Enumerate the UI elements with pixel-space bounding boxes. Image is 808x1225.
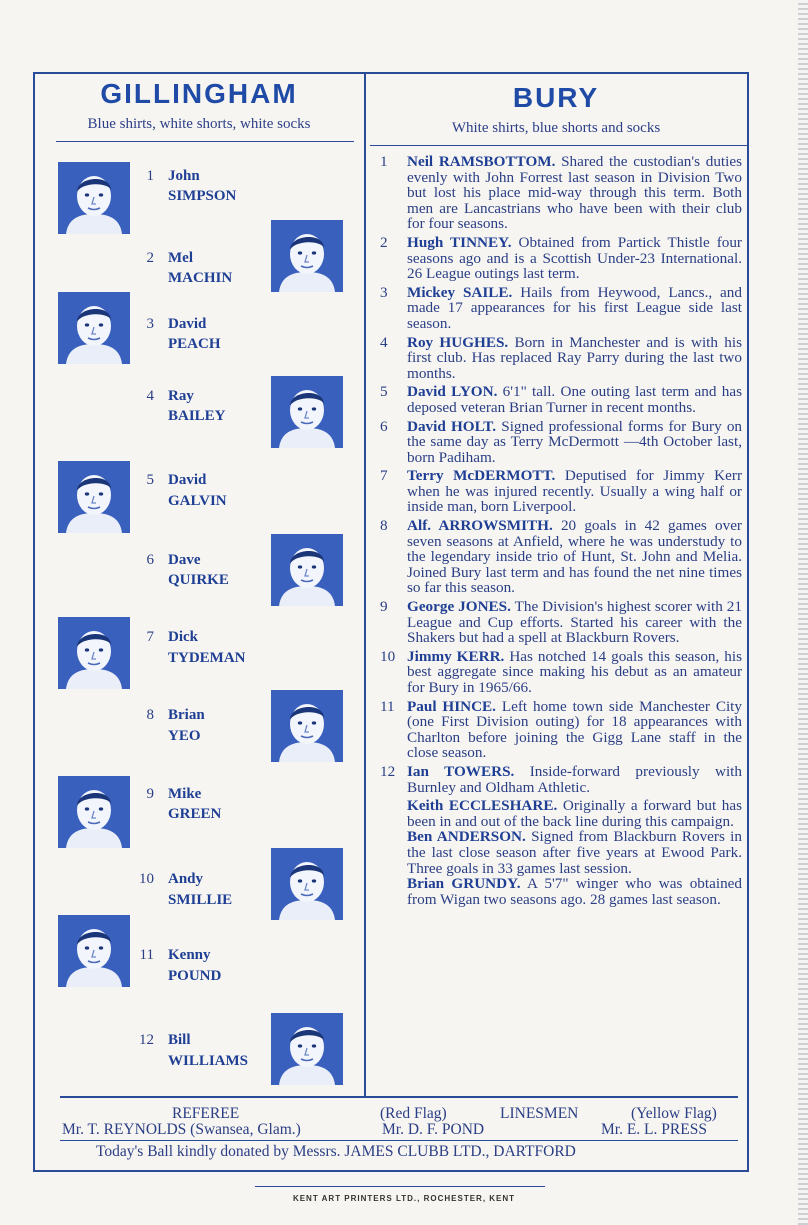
gillingham-title: GILLINGHAM (100, 78, 298, 109)
player-number: 6 (380, 417, 388, 435)
player-photo (271, 220, 343, 292)
player-number: 1 (380, 153, 388, 170)
player-description: Originally a forward but has been in and out of the back line during this campaign. (407, 797, 742, 830)
player-first-name: Brian (168, 707, 205, 723)
player-description: A 5'7" winger who was obtained from Wigan two seasons ago. 28 games last season. (407, 875, 742, 908)
player-first-name: Ray (168, 388, 194, 404)
player-description: Deputised for Jimmy Kerr when he was injured recently. Usually a wing half or inside man, born Liverpool. (407, 467, 743, 516)
player-name: David LYON. (407, 383, 498, 401)
player-surname: QUIRKE (168, 572, 229, 588)
referee-name: Mr. T. REYNOLDS (Swansea, Glam.) (62, 1121, 301, 1138)
bury-rule (370, 145, 748, 146)
player-surname: POUND (168, 968, 222, 984)
player-photo (271, 1013, 343, 1085)
player-description: Born in Manchester and is with his first club. Has replaced Ray Parry during the last two months. (407, 333, 742, 382)
footer-mid-rule (60, 1140, 738, 1141)
player-portrait-icon (58, 292, 130, 364)
player-first-name: John (168, 168, 200, 184)
bury-player-entry (380, 699, 742, 761)
player-photo (58, 461, 130, 533)
player-name: George JONES. (407, 598, 511, 616)
player-number: 7 (146, 629, 154, 645)
player-first-name: Kenny (168, 947, 211, 963)
yellow-flag-label: (Yellow Flag) (631, 1105, 717, 1122)
player-surname: GALVIN (168, 493, 227, 509)
player-number: 12 (380, 762, 396, 780)
printer-rule (255, 1186, 545, 1187)
player-number: 11 (380, 697, 395, 715)
linesman-two: Mr. E. L. PRESS (601, 1121, 707, 1138)
player-first-name: Mike (168, 786, 202, 802)
player-number: 2 (146, 250, 154, 266)
player-surname: WILLIAMS (168, 1053, 249, 1069)
linesman-one: Mr. D. F. POND (382, 1121, 485, 1138)
bury-player-entry (380, 335, 742, 382)
player-portrait-icon (271, 534, 343, 606)
player-first-name: Dave (168, 552, 201, 568)
player-surname: BAILEY (168, 408, 226, 424)
player-description: The Division's highest scorer with 21 League and Cup efforts. Started his career with the Shakers but had a spell at Blackburn Rovers. (407, 598, 742, 647)
bury-player-entry (380, 649, 742, 696)
player-photo (58, 776, 130, 848)
player-name: Terry McDERMOTT. (407, 467, 556, 485)
player-number: 10 (380, 647, 396, 665)
player-description: Shared the custodian's duties evenly with John Forrest last season in Division Two but lost his place mid-way through this term. Both men are Lancastrians who have been with their club for four seasons. (407, 153, 743, 233)
bury-player-entry (380, 419, 742, 466)
player-description: Obtained from Partick Thistle four seasons ago and is a Scottish Under-23 International. 26 League outings last term. (407, 233, 742, 283)
player-name: Alf. ARROWSMITH. (407, 517, 553, 535)
player-number: 6 (146, 552, 154, 568)
player-number: 9 (146, 786, 154, 802)
player-number: 3 (146, 316, 154, 332)
bury-player-entry (380, 235, 742, 282)
player-portrait-icon (58, 915, 130, 987)
player-number: 8 (146, 707, 154, 723)
ball-donation-note: Today's Ball kindly donated by Messrs. JAMES CLUBB LTD., DARTFORD (96, 1143, 576, 1160)
player-photo (58, 617, 130, 689)
player-photo (58, 915, 130, 987)
player-description: Signed professional forms for Bury on the same day as Terry McDermott —4th October last, born Padiham. (407, 417, 743, 466)
gillingham-rule (56, 141, 354, 142)
player-number: 4 (146, 388, 154, 404)
player-first-name: Dick (168, 629, 198, 645)
player-number: 11 (139, 947, 154, 963)
gillingham-kit: Blue shirts, white shorts, white socks (87, 116, 311, 132)
player-first-name: David (168, 316, 207, 332)
player-name: Roy HUGHES. (407, 333, 509, 351)
player-portrait-icon (58, 461, 130, 533)
player-description: Signed from Blackburn Rovers in the last close season after five years at Ewood Park. Three goals in 33 games last session. (407, 828, 742, 877)
player-name: Keith ECCLESHARE. (407, 797, 558, 815)
player-surname: SIMPSON (168, 188, 237, 204)
column-divider (364, 72, 366, 1096)
bury-kit: White shirts, blue shorts and socks (451, 120, 661, 136)
player-portrait-icon (58, 162, 130, 234)
player-surname: PEACH (168, 336, 221, 352)
player-surname: MACHIN (168, 270, 233, 286)
bury-player-entry (380, 154, 742, 232)
red-flag-label: (Red Flag) (380, 1105, 447, 1122)
player-name: Ian TOWERS. (407, 762, 515, 780)
player-description: Left home town side Manchester City (one First Division outing) for 18 appearances with Charlton before joining the Gigg Lane staff in the close season. (407, 697, 743, 762)
player-first-name: Bill (168, 1032, 191, 1048)
player-number: 5 (380, 383, 388, 401)
printer-credit: KENT ART PRINTERS LTD., ROCHESTER, KENT (292, 1194, 516, 1203)
player-surname: GREEN (168, 806, 222, 822)
player-number: 5 (146, 472, 154, 488)
player-number: 12 (139, 1032, 154, 1048)
player-name: Mickey SAILE. (407, 283, 513, 301)
player-portrait-icon (58, 776, 130, 848)
player-number: 3 (380, 283, 388, 301)
linesmen-label: LINESMEN (500, 1105, 579, 1122)
player-number: 2 (380, 233, 388, 251)
player-number: 9 (380, 598, 388, 616)
player-name: Neil RAMSBOTTOM. (407, 153, 556, 170)
player-photo (58, 162, 130, 234)
player-name: Paul HINCE. (407, 697, 496, 715)
player-first-name: Mel (168, 250, 193, 266)
player-portrait-icon (271, 848, 343, 920)
player-number: 10 (139, 871, 154, 887)
bury-player-entry (380, 468, 742, 515)
footer-top-rule (60, 1096, 738, 1098)
bury-player-entry (380, 764, 742, 795)
player-name: Brian GRUNDY. (407, 875, 521, 893)
player-portrait-icon (271, 220, 343, 292)
bury-player-entry (380, 384, 742, 415)
player-photo (271, 690, 343, 762)
referee-label: REFEREE (172, 1105, 240, 1122)
bury-player-entry (380, 518, 742, 596)
player-photo (271, 534, 343, 606)
player-description: Has notched 14 goals this season, his best aggregate since making his debut as an amateur for Bury in 1965/66. (407, 647, 743, 696)
player-name: Jimmy KERR. (407, 647, 505, 665)
player-description: Hails from Heywood, Lancs., and made 17 appearances for his first League side last season. (407, 283, 742, 332)
bury-squad-list (380, 154, 742, 907)
bury-player-entry (380, 599, 742, 646)
player-number: 8 (380, 517, 388, 535)
page-edge (798, 0, 808, 1225)
player-number: 7 (380, 467, 388, 485)
player-surname: YEO (168, 728, 201, 744)
player-portrait-icon (271, 1013, 343, 1085)
player-surname: SMILLIE (168, 892, 233, 908)
player-number: 1 (146, 168, 154, 184)
player-name: Ben ANDERSON. (407, 828, 526, 846)
player-photo (58, 292, 130, 364)
player-portrait-icon (271, 690, 343, 762)
bury-player-entry (380, 829, 742, 876)
bury-player-entry (380, 798, 742, 829)
player-name: Hugh TINNEY. (407, 233, 512, 251)
player-description: 20 goals in 42 games over seven seasons at Anfield, where he was understudy to the legendary inside trio of Hunt, St. John and Melia. Joined Bury last term and has found the net nine times so far this season. (407, 517, 742, 597)
player-description: Inside-forward previously with Burnley and Oldham Athletic. (407, 762, 742, 796)
bury-title: BURY (512, 82, 600, 113)
player-photo (271, 848, 343, 920)
player-portrait-icon (58, 617, 130, 689)
player-surname: TYDEMAN (168, 650, 246, 666)
player-number: 4 (380, 333, 388, 351)
player-first-name: Andy (168, 871, 204, 887)
player-photo (271, 376, 343, 448)
player-name: David HOLT. (407, 417, 497, 435)
player-portrait-icon (271, 376, 343, 448)
player-description: 6'1" tall. One outing last term and has deposed veteran Brian Turner in recent months. (407, 383, 742, 416)
bury-player-entry (380, 285, 742, 332)
player-first-name: David (168, 472, 207, 488)
bury-player-entry (380, 876, 742, 907)
